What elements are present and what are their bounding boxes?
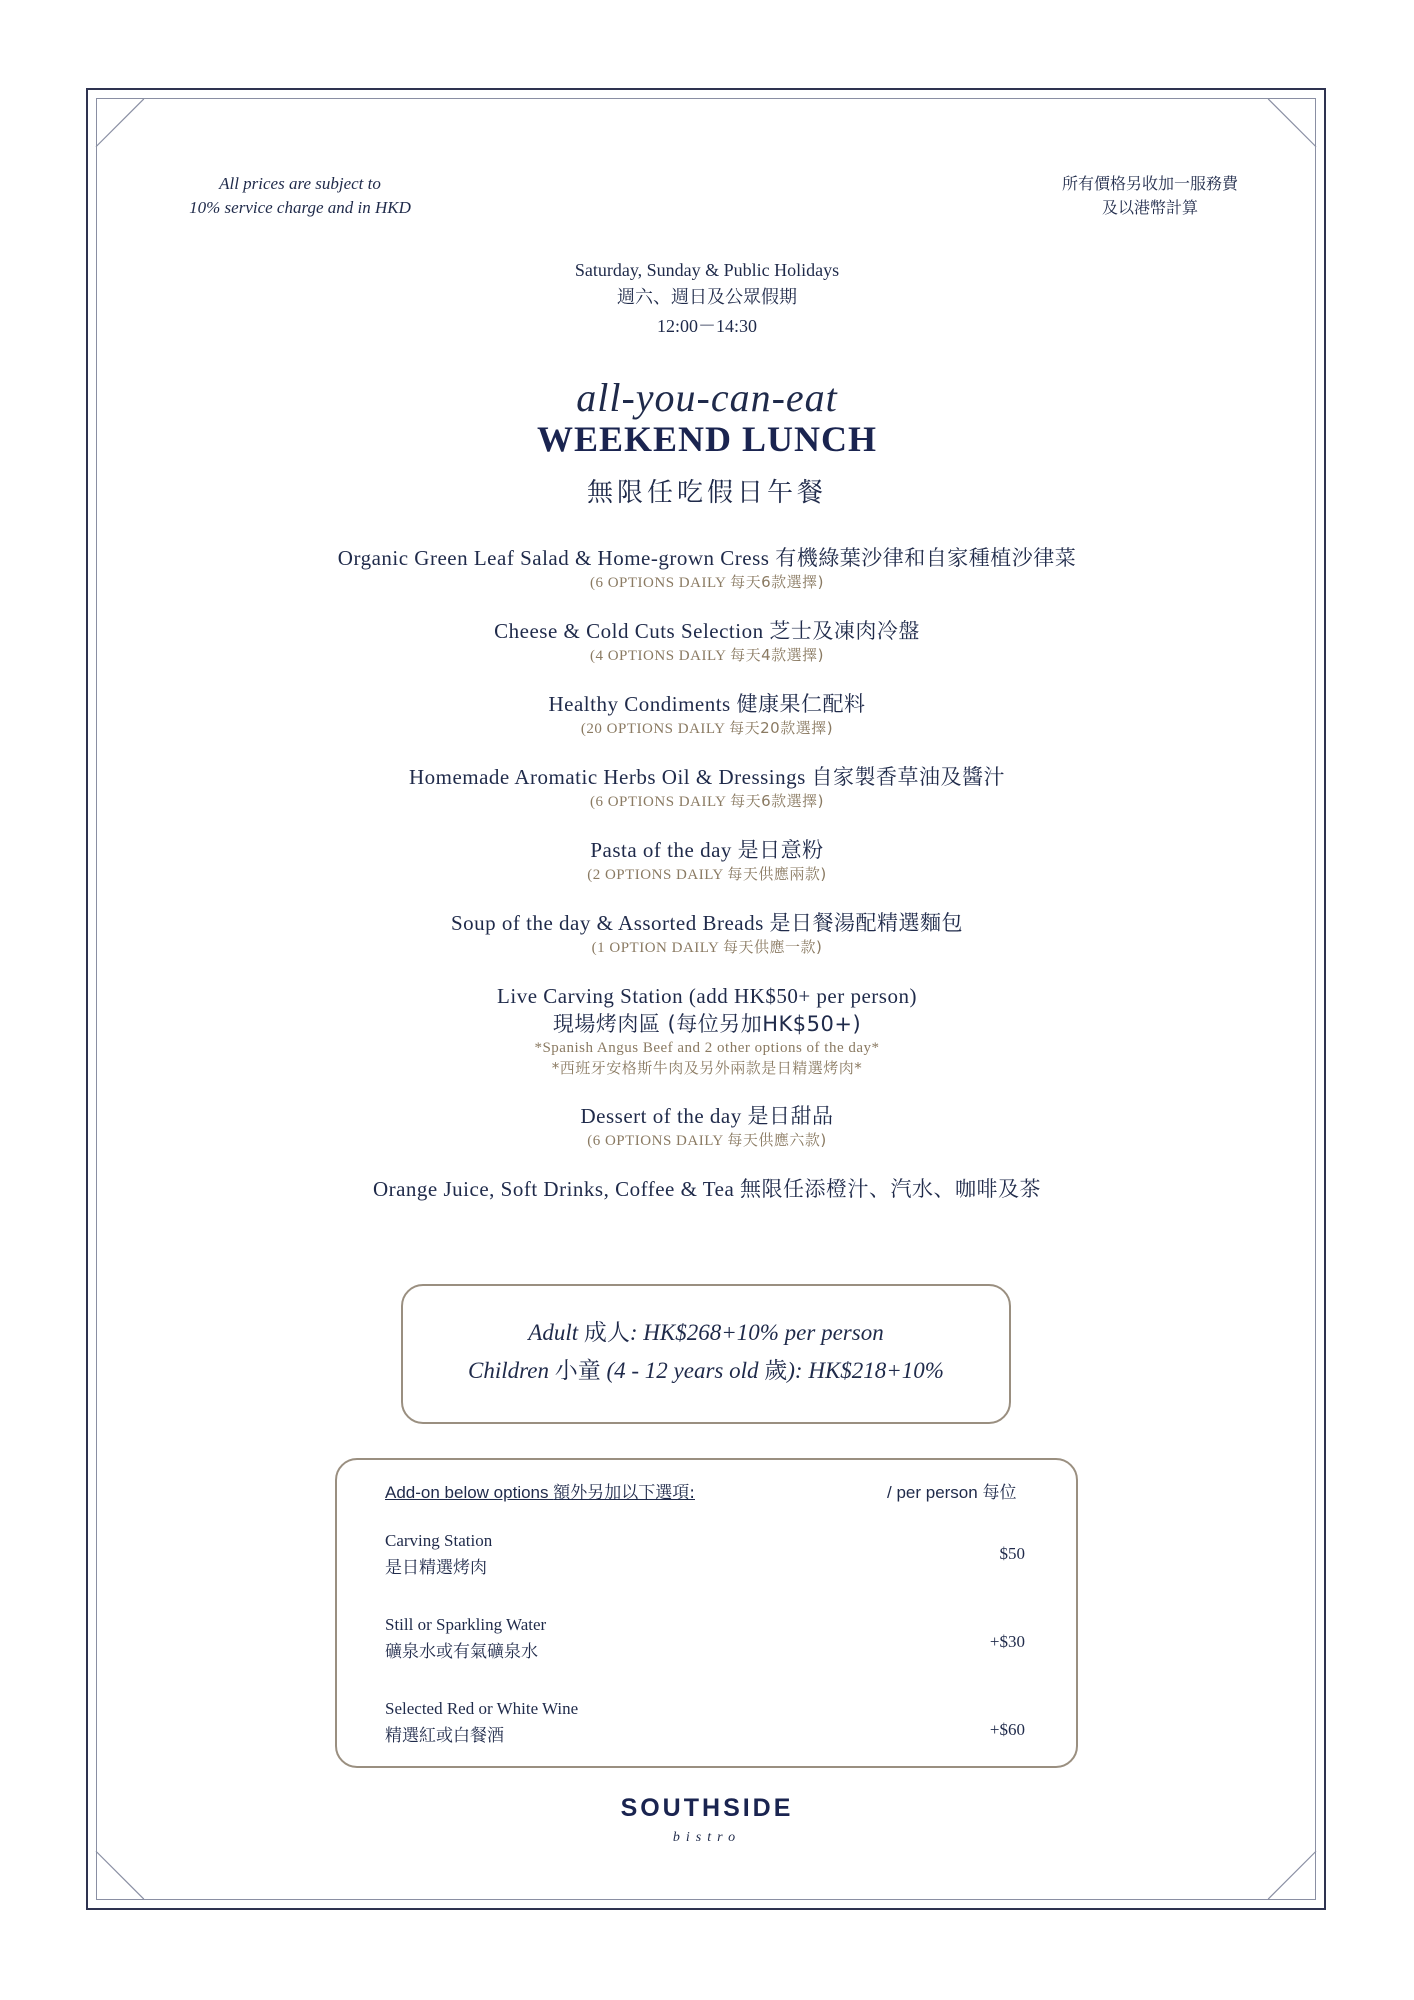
child-label: Children — [468, 1358, 549, 1383]
page-title-zh: 無限任吃假日午餐 — [586, 478, 827, 508]
child-price — [403, 1352, 1009, 1390]
brand-logo-sub: bistro — [672, 1830, 742, 1845]
addon-price: $50 — [999, 1544, 1025, 1563]
item-options-zh: 每天6款選擇) — [730, 573, 825, 591]
item-options-zh: 每天20款選擇) — [729, 719, 834, 737]
addon-unit-en: / per person — [887, 1483, 978, 1502]
item-name: Pasta of the day — [590, 838, 732, 862]
addon-heading-zh: 額外另加以下選項: — [553, 1483, 695, 1503]
menu-item-carving — [0, 982, 1414, 1078]
addon-unit — [887, 1478, 1016, 1503]
item-options: (1 OPTION DAILY — [591, 940, 719, 956]
addon-name-zh: 精選紅或白餐酒 — [385, 1726, 504, 1746]
schedule — [0, 256, 1414, 340]
item-options: (6 OPTIONS DAILY — [589, 794, 726, 810]
schedule-days-zh: 週六、週日及公眾假期 — [617, 287, 797, 308]
item-name: Orange Juice, Soft Drinks, Coffee & Tea — [372, 1177, 735, 1201]
child-age: (4 - 12 — [600, 1358, 674, 1383]
adult-price — [403, 1314, 1009, 1352]
menu-item-condiments — [0, 690, 1414, 739]
addon-item-wine — [385, 1696, 1025, 1750]
item-name: Homemade Aromatic Herbs Oil & Dressings — [408, 765, 806, 789]
addon-box — [335, 1458, 1078, 1768]
item-name: Healthy Condiments — [548, 692, 731, 716]
item-name-zh: 是日餐湯配精選麵包 — [769, 911, 964, 935]
item-name: Live Carving Station (add HK$50+ per person) — [497, 984, 917, 1008]
item-name-zh: 是日意粉 — [737, 838, 824, 862]
addon-name: Carving Station — [385, 1531, 493, 1550]
addon-name-zh: 礦泉水或有氣礦泉水 — [385, 1642, 538, 1662]
service-charge-note-zh — [1000, 172, 1300, 220]
item-name-zh: 自家製香草油及醬汁 — [811, 765, 1006, 789]
addon-name-zh: 是日精選烤肉 — [385, 1558, 487, 1578]
item-name-zh: 無限任添橙汁、汽水、咖啡及茶 — [740, 1177, 1042, 1201]
note-line: 所有價格另收加一服務費 — [1061, 174, 1238, 193]
adult-price-value: : HK$268+10% per person — [629, 1320, 884, 1345]
price-box — [401, 1284, 1011, 1424]
addon-heading-en: Add-on below options — [385, 1483, 549, 1502]
item-name-zh: 有機綠葉沙律和自家種植沙律菜 — [775, 546, 1077, 570]
note-line: 10% service charge and in HKD — [189, 198, 411, 217]
script-heading: all-you-can-eat — [576, 375, 838, 420]
item-name: Organic Green Leaf Salad & Home-grown Cress — [337, 546, 770, 570]
item-options-zh: 每天供應兩款) — [727, 865, 827, 883]
note-line: 及以港幣計算 — [1101, 198, 1198, 217]
brand-logo: SOUTHSIDE — [620, 1794, 794, 1822]
item-name-zh: 健康果仁配料 — [736, 692, 866, 716]
addon-unit-zh: 每位 — [982, 1483, 1017, 1503]
note-line: All prices are subject to — [219, 174, 381, 193]
menu-item-drinks — [0, 1175, 1414, 1203]
item-name-zh: 是日甜品 — [747, 1104, 834, 1128]
adult-label-zh: 成人 — [583, 1320, 630, 1346]
adult-label: Adult — [528, 1320, 579, 1345]
addon-price: +$30 — [989, 1632, 1025, 1651]
menu-list — [0, 544, 1414, 1227]
item-note-zh: *西班牙安格斯牛肉及另外兩款是日精選烤肉* — [551, 1059, 863, 1077]
schedule-hours: 12:00－14:30 — [656, 316, 757, 336]
item-options: (2 OPTIONS DAILY — [587, 867, 724, 883]
menu-item-soup — [0, 909, 1414, 958]
item-name: Dessert of the day — [580, 1104, 742, 1128]
child-age-unit: years old — [673, 1358, 759, 1383]
item-name-zh: 芝士及凍肉冷盤 — [769, 619, 920, 643]
addon-name: Selected Red or White Wine — [385, 1699, 579, 1718]
service-charge-note-en — [150, 172, 450, 220]
schedule-days-en: Saturday, Sunday & Public Holidays — [574, 260, 840, 280]
item-name-zh: 現場烤肉區 (每位另加HK$50+) — [552, 1012, 862, 1036]
item-options-zh: 每天4款選擇) — [730, 646, 825, 664]
item-options: (4 OPTIONS DAILY — [589, 648, 726, 664]
child-price-value: ): HK$218+10% — [787, 1358, 944, 1383]
addon-heading — [385, 1478, 695, 1503]
addon-item-water — [385, 1612, 1025, 1666]
addon-name: Still or Sparkling Water — [385, 1615, 547, 1634]
menu-item-dessert — [0, 1102, 1414, 1151]
item-options: (6 OPTIONS DAILY — [587, 1133, 724, 1149]
item-name: Cheese & Cold Cuts Selection — [494, 619, 764, 643]
menu-item-pasta — [0, 836, 1414, 885]
item-options: (20 OPTIONS DAILY — [580, 721, 725, 737]
addon-price: +$60 — [989, 1720, 1025, 1739]
child-age-unit-zh: 歲 — [764, 1358, 788, 1384]
item-options-zh: 每天供應一款) — [722, 938, 823, 956]
page-title: WEEKEND LUNCH — [536, 419, 878, 459]
item-options-zh: 每天供應六款) — [727, 1131, 827, 1149]
addon-item-carving — [385, 1528, 1025, 1582]
menu-item-cheese — [0, 617, 1414, 666]
item-note: *Spanish Angus Beef and 2 other options of the day* — [534, 1040, 880, 1056]
child-label-zh: 小童 — [554, 1358, 601, 1384]
item-name: Soup of the day & Assorted Breads — [450, 911, 764, 935]
menu-item-herbs-oil — [0, 763, 1414, 812]
menu-item-salad — [0, 544, 1414, 593]
item-options-zh: 每天6款選擇) — [730, 792, 825, 810]
item-options: (6 OPTIONS DAILY — [589, 575, 726, 591]
